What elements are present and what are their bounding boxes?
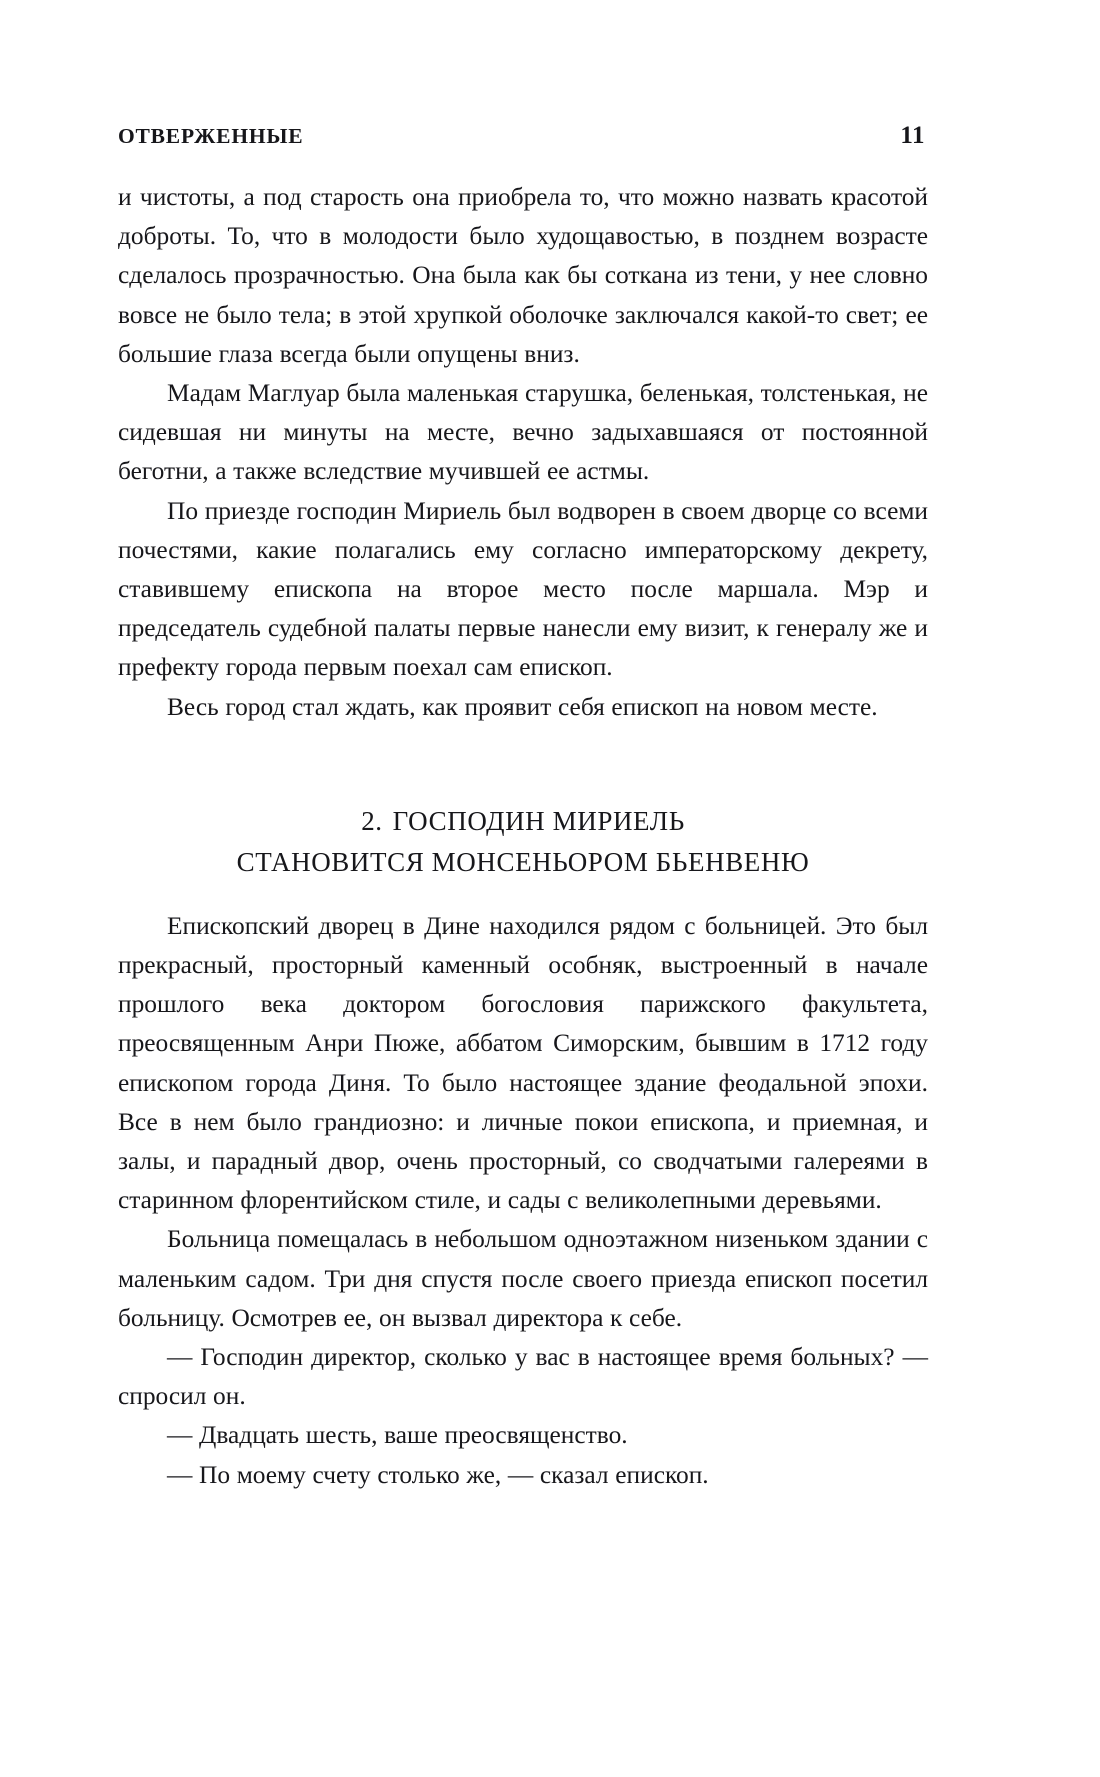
paragraph: — Господин директор, сколько у вас в настоящее время больных? — спросил он.	[118, 1343, 928, 1411]
page-number: 11	[900, 122, 925, 149]
paragraph: Мадам Маглуар была маленькая старушка, беленькая, толстенькая, не сидевшая ни минуты на месте, вечно задыхавшаяся от постоянной беготни, а также вследствие мучившей ее астмы.	[118, 379, 928, 486]
text-block	[118, 178, 928, 1495]
paragraph: Епископский дворец в Дине находился рядом с больницей. Это был прекрасный, просторный каменный особняк, выстроенный в начале прошлого века доктором богословия парижского факультета, преосвященным Анри Пюже, аббатом Симорским, бывшим в 1712 году епископом города Диня. То было настоящее здание феодальной эпохи. Все в нем было грандиозно: и личные покои епископа, и приемная, и залы, и парадный двор, очень просторный, со сводчатыми галереями в старинном флорентийском стиле, и сады с великолепными деревьями.	[118, 911, 928, 1215]
heading-spacer-top	[118, 727, 928, 801]
paragraph: — Двадцать шесть, ваше преосвященство.	[167, 1421, 628, 1450]
paragraph: Больница помещалась в небольшом одноэтажном низеньком здании с маленьким садом. Три дня спустя после своего приезда епископ посетил больницу. Осмотрев ее, он вызвал директора к себе.	[118, 1225, 928, 1332]
paragraph: По приезде господин Мириель был водворен в своем дворце со всеми почестями, какие полагались ему согласно императорскому декрету, ставившему епископа на второе место после маршала. Мэр и председатель судебной палаты первые нанесли ему визит, к генералу же и префекту города первым поехал сам епископ.	[118, 496, 928, 682]
chapter-heading	[118, 801, 928, 883]
chapter-title-part-1: ГОСПОДИН МИРИЕЛЬ	[392, 805, 685, 836]
running-head	[118, 122, 925, 152]
chapter-number: 2.	[361, 805, 383, 836]
paragraph: и чистоты, а под старость она приобрела то, что можно назвать красотой доброты. То, что в молодости было худощавостью, в позднем возрасте сделалось прозрачностью. Она была как бы соткана из тени, у нее словно вовсе не было тела; в этой хрупкой оболочке заключался какой-то свет; ее большие глаза всегда были опущены вниз.	[118, 183, 928, 368]
running-title: ОТВЕРЖЕННЫЕ	[118, 124, 304, 148]
heading-spacer-bottom	[118, 883, 928, 907]
chapter-title-part-2: СТАНОВИТСЯ МОНСЕНЬОРОМ БЬЕНВЕНЮ	[236, 846, 810, 877]
chapter-heading-line-1	[118, 801, 928, 842]
paragraph: — По моему счету столько же, — сказал епископ.	[167, 1460, 709, 1489]
paragraph: Весь город стал ждать, как проявит себя епископ на новом месте.	[167, 692, 878, 721]
